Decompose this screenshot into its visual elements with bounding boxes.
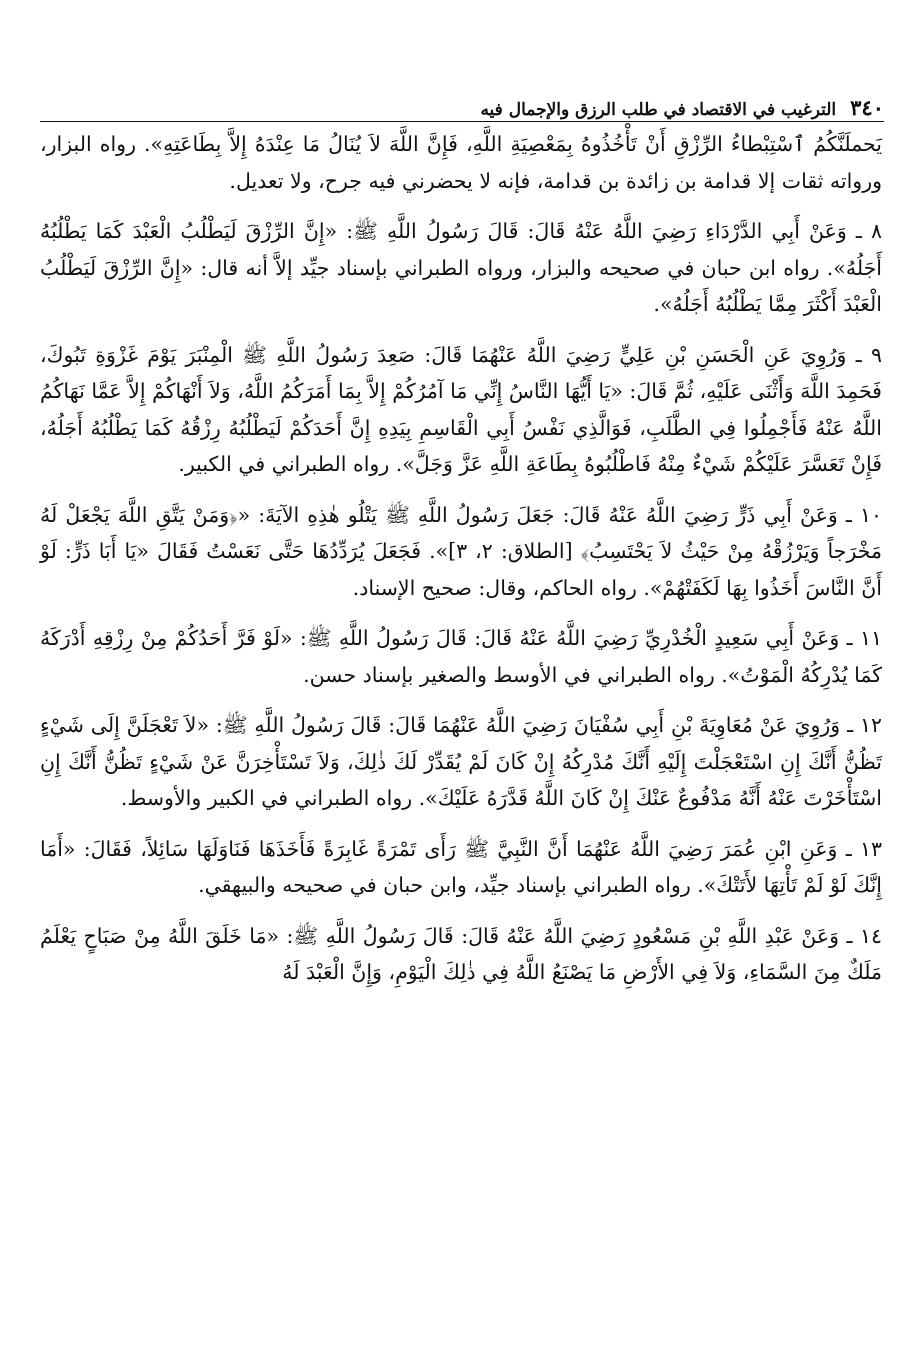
running-title: الترغيب في الاقتصاد في طلب الرزق والإجمال فيه [480,100,837,120]
page-body [40,126,882,1005]
header-rule [40,121,884,122]
hadith-8: ٨ ـ وَعَنْ أَبِي الدَّرْدَاءِ رَضِيَ اللَّهُ عَنْهُ قَالَ: قَالَ رَسُولُ اللَّهِ ﷺ: «إِنَّ الرِّزْقَ لَيَطْلُبُ الْعَبْدَ كَمَا يَطْلُبُهُ أَجَلُهُ». رواه ابن حبان في صحيحه والبزار، ورواه الطبراني بإسناد جيِّد إلاَّ أنه قال: «إِنَّ الرِّزْقَ لَيَطْلُبُ الْعَبْدَ أَكْثَرَ مِمَّا يَطْلُبُهُ أَجَلُهُ». [40,219,882,316]
hadith-10: ١٠ ـ وَعَنْ أَبِي ذَرٍّ رَضِيَ اللَّهُ عَنْهُ قَالَ: جَعَلَ رَسُولُ اللَّهِ ﷺ يَتْلُو هٰذِهِ الآيَةَ: «﴿وَمَنْ يَتَّقِ اللَّهَ يَجْعَلْ لَهُ مَخْرَجاً وَيَرْزُقْهُ مِنْ حَيْثُ لاَ يَحْتَسِبُ﴾ [الطلاق: ٢، ٣]». فَجَعَلَ يُرَدِّدُهَا حَتَّى نَعَسْتُ فَقَالَ «يَا أَبَا ذَرٍّ: لَوْ أَنَّ النَّاسَ أَخَذُوا بِهَا لَكَفَتْهُمْ». رواه الحاكم، وقال: صحيح الإسناد. [40,502,882,600]
hadith-14: ١٤ ـ وَعَنْ عَبْدِ اللَّهِ بْنِ مَسْعُودٍ رَضِيَ اللَّهُ عَنْهُ قَالَ: قَالَ رَسُولُ اللَّهِ ﷺ: «مَا خَلَقَ اللَّهُ مِنْ صَبَاحٍ يَعْلَمُ مَلَكٌ مِنَ السَّمَاءِ، وَلاَ فِي الأَرْضِ مَا يَصْنَعُ اللَّهُ فِي ذٰلِكَ الْيَوْمِ، وَإِنَّ الْعَبْدَ لَهُ [40,923,882,984]
page-number: ٣٤٠ [850,95,884,120]
hadith-12: ١٢ ـ وَرُوِيَ عَنْ مُعَاوِيَةَ بْنِ أَبِي سُفْيَانَ رَضِيَ اللَّهُ عَنْهُمَا قَالَ: قَالَ رَسُولُ اللَّهِ ﷺ: «لاَ تَعْجَلَنَّ إِلَى شَيْءٍ تَظُنُّ أَنَّكَ إِنِ اسْتَعْجَلْتَ إِلَيْهِ أَنَّكَ مُدْرِكُهُ إِنْ كَانَ لَمْ يُقَدِّرْ لَكَ ذٰلِكَ، وَلاَ تَسْتَأْخِرَنَّ عَنْ شَيْءٍ تَظُنُّ أَنَّكَ إِنِ اسْتَأْخَرْتَ عَنْهُ أَنَّهُ مَدْفُوعٌ عَنْكَ إِنْ كَانَ اللَّهُ قَدَّرَهُ عَلَيْكَ». رواه الطبراني في الكبير والأوسط. [40,713,882,810]
running-header [40,84,884,120]
paragraph-continuation: يَحملَنَّكُمُ ٱسْتِبْطاءُ الرِّزْقِ أَنْ تَأْخُذُوهُ بِمَعْصِيَةِ اللَّهِ، فَإِنَّ اللَّهَ لاَ يُنَالُ مَا عِنْدَهُ إِلاَّ بِطَاعَتِهِ». رواه البزار، ورواته ثقات إلا قدامة بن زائدة بن قدامة، فإنه لا يحضرني فيه جرح، ولا تعديل. [40,132,882,193]
hadith-11: ١١ ـ وَعَنْ أَبِي سَعِيدٍ الْخُدْرِيِّ رَضِيَ اللَّهُ عَنْهُ قَالَ: قَالَ رَسُولُ اللَّهِ ﷺ: «لَوْ فَرَّ أَحَدُكُمْ مِنْ رِزْقِهِ أَدْرَكَهُ كَمَا يُدْرِكُهُ الْمَوْتُ». رواه الطبراني في الأوسط والصغير بإسناد حسن. [40,626,882,687]
hadith-9: ٩ ـ وَرُوِيَ عَنِ الْحَسَنِ بْنِ عَلِيٍّ رَضِيَ اللَّهُ عَنْهُمَا قَالَ: صَعِدَ رَسُولُ اللَّهِ ﷺ الْمِنْبَرَ يَوْمَ غَزْوَةِ تَبُوكَ، فَحَمِدَ اللَّهَ وَأَثْنَى عَلَيْهِ، ثُمَّ قَالَ: «يَا أَيُّهَا النَّاسُ إِنِّي مَا آمُرُكُمْ إِلاَّ بِمَا أَمَرَكُمُ اللَّهُ، وَلاَ أَنْهَاكُمْ إِلاَّ عَمَّا نَهَاكُمُ اللَّهُ عَنْهُ فَأَجْمِلُوا فِي الطَّلَبِ، فَوَالَّذِي نَفْسُ أَبِي الْقَاسِمِ بِيَدِهِ إِنَّ أَحَدَكُمْ لَيَطْلُبُهُ رِزْقُهُ كَمَا يَطْلُبُهُ أَجَلُهُ، فَإِنْ تَعَسَّرَ عَلَيْكُمْ شَيْءٌ مِنْهُ فَاطْلُبُوهُ بِطَاعَةِ اللَّهِ عَزَّ وَجَلَّ». رواه الطبراني في الكبير. [40,342,882,476]
hadith-13: ١٣ ـ وَعَنِ ابْنِ عُمَرَ رَضِيَ اللَّهُ عَنْهُمَا أَنَّ النَّبِيَّ ﷺ رَأَى تَمْرَةً غَابِرَةً فَأَخَذَهَا فَنَاوَلَهَا سَائِلاً، فَقَالَ: «أَمَا إِنَّكَ لَوْ لَمْ تَأْتِهَا لأَتَتْكَ». رواه الطبراني بإسناد جيِّد، وابن حبان في صحيحه والبيهقي. [40,836,882,897]
